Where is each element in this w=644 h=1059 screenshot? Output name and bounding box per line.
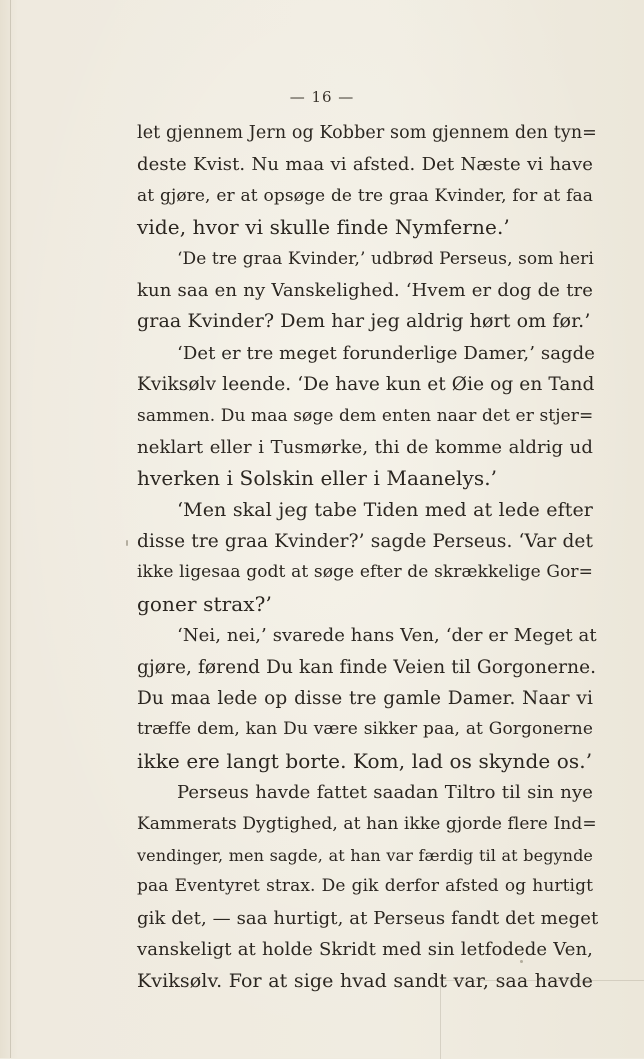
text-line: træffe dem, kan Du være sikker paa, at Gorgonerne: [137, 719, 593, 740]
text-line: paa Eventyret strax. De gik derfor afsted og hurtigt: [137, 876, 593, 897]
text-line: sammen. Du maa søge dem enten naar det er stjer=: [137, 405, 594, 426]
text-line: gik det, — saa hurtigt, at Perseus fandt det meget: [137, 907, 599, 929]
text-line: vanskeligt at holde Skridt med sin letfodede Ven,: [137, 939, 593, 961]
text-line: let gjennem Jern og Kobber som gjennem den tyn=: [137, 123, 597, 143]
body-text: [137, 118, 599, 997]
text-line: vide, hvor vi skulle finde Nymferne.’: [137, 215, 510, 240]
text-line: Kviksølv. For at sige hvad sandt var, saa havde: [137, 969, 593, 992]
text-line: Kammerats Dygtighed, at han ikke gjorde flere Ind=: [137, 813, 597, 834]
text-line: at gjøre, er at opsøge de tre graa Kvinder, for at faa: [137, 185, 593, 206]
text-line: deste Kvist. Nu maa vi afsted. Det Næste vi have: [137, 154, 593, 176]
page-fold-mark: [440, 980, 644, 1059]
text-line: graa Kvinder? Dem har jeg aldrig hørt om før.’: [137, 310, 591, 333]
text-line: vendinger, men sagde, at han var færdig til at begynde: [137, 845, 593, 865]
text-line: goner strax?’: [137, 591, 272, 616]
text-line: ‘Men skal jeg tabe Tiden med at lede efter: [177, 498, 593, 521]
text-line: Du maa lede op disse tre gamle Damer. Naar vi: [137, 688, 593, 710]
text-line: hverken i Solskin eller i Maanelys.’: [137, 466, 498, 491]
text-line: ‘Det er tre meget forunderlige Damer,’ sagde: [177, 342, 596, 364]
text-line: ‘De tre graa Kvinder,’ udbrød Perseus, som heri: [177, 248, 594, 269]
page-gutter: [10, 0, 11, 1058]
paper-speck: [126, 540, 128, 546]
text-line: kun saa en ny Vanskelighed. ‘Hvem er dog de tre: [137, 279, 593, 301]
text-line: neklart eller i Tusmørke, thi de komme aldrig ud: [137, 436, 593, 458]
text-line: ‘Nei, nei,’ svarede hans Ven, ‘der er Meget at: [177, 625, 597, 647]
text-line: ikke ere langt borte. Kom, lad os skynde os.’: [137, 748, 593, 773]
text-line: Kviksølv leende. ‘De have kun et Øie og en Tand: [137, 374, 595, 396]
paper-speck: [520, 960, 523, 963]
text-line: gjøre, førend Du kan finde Veien til Gorgonerne.: [137, 656, 597, 678]
text-line: Perseus havde fattet saadan Tiltro til sin nye: [177, 782, 593, 804]
text-line: disse tre graa Kvinder?’ sagde Perseus. ‘Var det: [137, 531, 593, 553]
text-line: ikke ligesaa godt at søge efter de skrækkelige Gor=: [137, 562, 593, 583]
page-number: — 16 —: [289, 88, 355, 106]
